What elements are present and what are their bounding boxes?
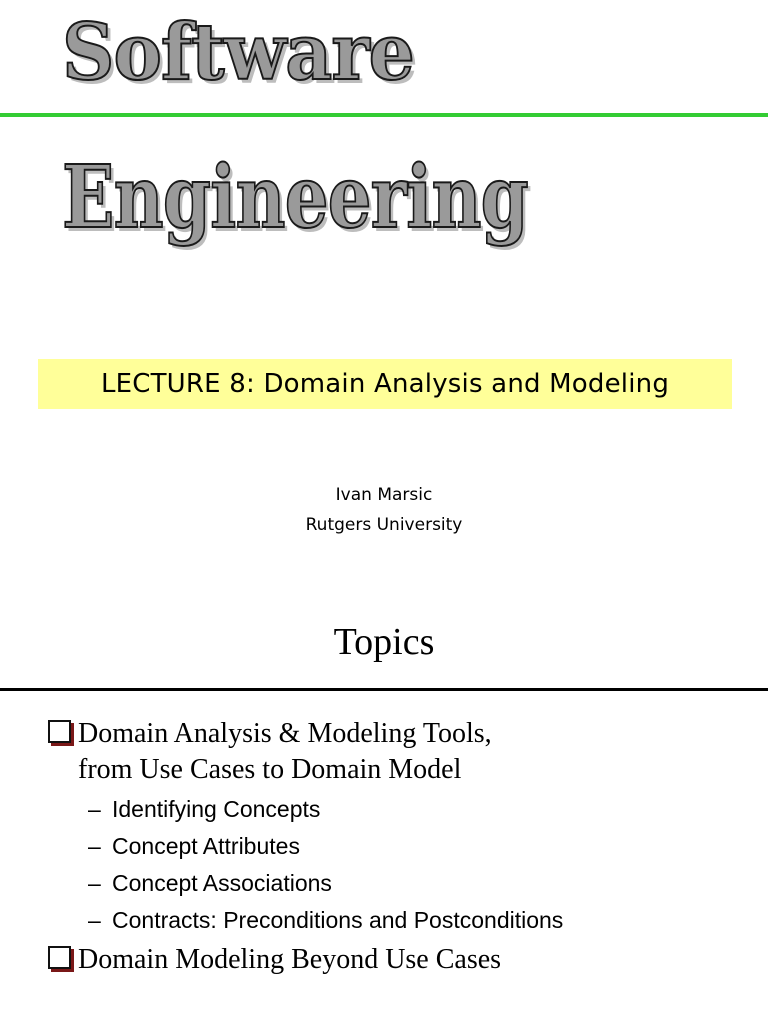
bullet-text: Domain Modeling Beyond Use Cases xyxy=(78,944,502,975)
lecture-title: LECTURE 8: Domain Analysis and Modeling xyxy=(100,369,670,399)
sub-item xyxy=(88,795,320,823)
checkbox-bullet-icon xyxy=(48,946,71,969)
bullet-item xyxy=(48,716,492,788)
green-divider xyxy=(0,113,768,117)
sub-item-text: Concept Attributes xyxy=(112,833,300,859)
bullet-item xyxy=(48,942,501,978)
sub-item-text: Concept Associations xyxy=(112,870,332,896)
bullet-text-continued: from Use Cases to Domain Model xyxy=(78,754,462,785)
bullet-text: Domain Analysis & Modeling Tools, xyxy=(78,718,492,749)
topics-slide xyxy=(0,600,768,1024)
dash-icon: – xyxy=(88,796,101,822)
sub-item-text: Contracts: Preconditions and Postconditions xyxy=(112,907,564,933)
title-software: Software xyxy=(62,7,414,98)
topics-title: Topics xyxy=(333,621,435,663)
sub-item-text: Identifying Concepts xyxy=(112,796,321,822)
dash-icon: – xyxy=(88,833,101,859)
sub-item xyxy=(88,832,300,860)
dash-icon: – xyxy=(88,907,101,933)
checkbox-bullet-icon xyxy=(48,720,71,743)
author-affiliation: Rutgers University xyxy=(305,515,463,535)
sub-item xyxy=(88,869,332,897)
dash-icon: – xyxy=(88,870,101,896)
black-divider xyxy=(0,688,768,691)
author-name: Ivan Marsic xyxy=(335,485,433,505)
title-engineering: Engineering xyxy=(62,147,528,248)
lecture-highlight xyxy=(38,359,732,409)
sub-item xyxy=(88,906,563,934)
